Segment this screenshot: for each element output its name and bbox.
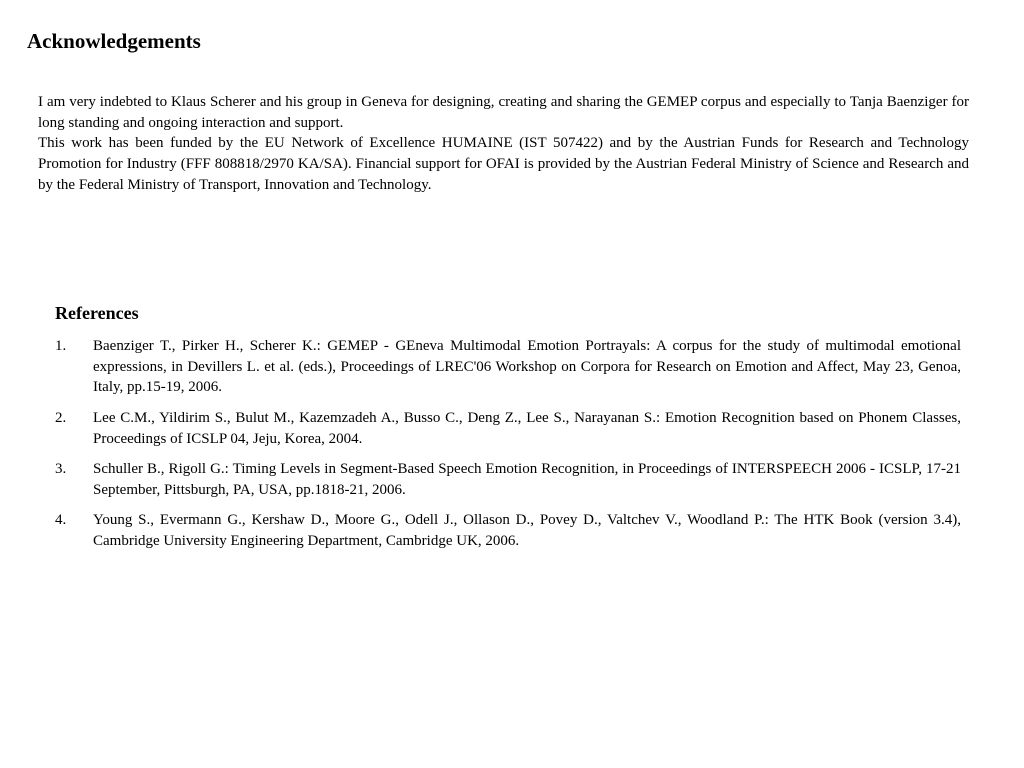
reference-number: 3. [55, 460, 67, 477]
reference-text: Schuller B., Rigoll G.: Timing Levels in Segment-Based Speech Emotion Recognition, in Proceedings of INTERSPEECH 2006 - ICSLP, 17-21 September, Pittsburgh, PA, USA, pp.1818-21, 2006. [93, 460, 961, 498]
reference-number: 4. [55, 511, 67, 528]
reference-item [55, 408, 961, 449]
acknowledgements-heading: Acknowledgements [27, 29, 201, 53]
acknowledgements-paragraph: I am very indebted to Klaus Scherer and his group in Geneva for designing, creating and sharing the GEMEP corpus and especially to Tanja Baenziger for long standing and ongoing interaction and support. [38, 94, 969, 131]
reference-number: 2. [55, 409, 67, 426]
reference-text: Baenziger T., Pirker H., Scherer K.: GEMEP - GEneva Multimodal Emotion Portrayals: A corpus for the study of multimodal emotional expressions, in Devillers L. et al. (eds.), Proceedings of LREC'06 Workshop on Corpora for Research on Emotion and Affect, May 23, Genoa, Italy, pp.15-19, 2006. [93, 338, 961, 396]
reference-item [55, 459, 961, 500]
references-list [55, 336, 961, 561]
reference-item [55, 336, 961, 398]
reference-item [55, 510, 961, 551]
acknowledgements-paragraph: This work has been funded by the EU Network of Excellence HUMAINE (IST 507422) and by the Austrian Funds for Research and Technology Promotion for Industry (FFF 808818/2970 KA/SA). Financial support for OFAI is provided by the Austrian Federal Ministry of Science and Research and by the Federal Ministry of Transport, Innovation and Technology. [38, 135, 969, 193]
references-heading: References [55, 303, 139, 323]
reference-text: Young S., Evermann G., Kershaw D., Moore G., Odell J., Ollason D., Povey D., Valtchev V., Woodland P.: The HTK Book (version 3.4), Cambridge University Engineering Department, Cambridge UK, 2006. [93, 511, 961, 549]
reference-text: Lee C.M., Yildirim S., Bulut M., Kazemzadeh A., Busso C., Deng Z., Lee S., Narayanan S.: Emotion Recognition based on Phonem Classes, Proceedings of ICSLP 04, Jeju, Korea, 2004. [93, 409, 961, 447]
acknowledgements-body [38, 92, 969, 196]
reference-number: 1. [55, 338, 67, 354]
